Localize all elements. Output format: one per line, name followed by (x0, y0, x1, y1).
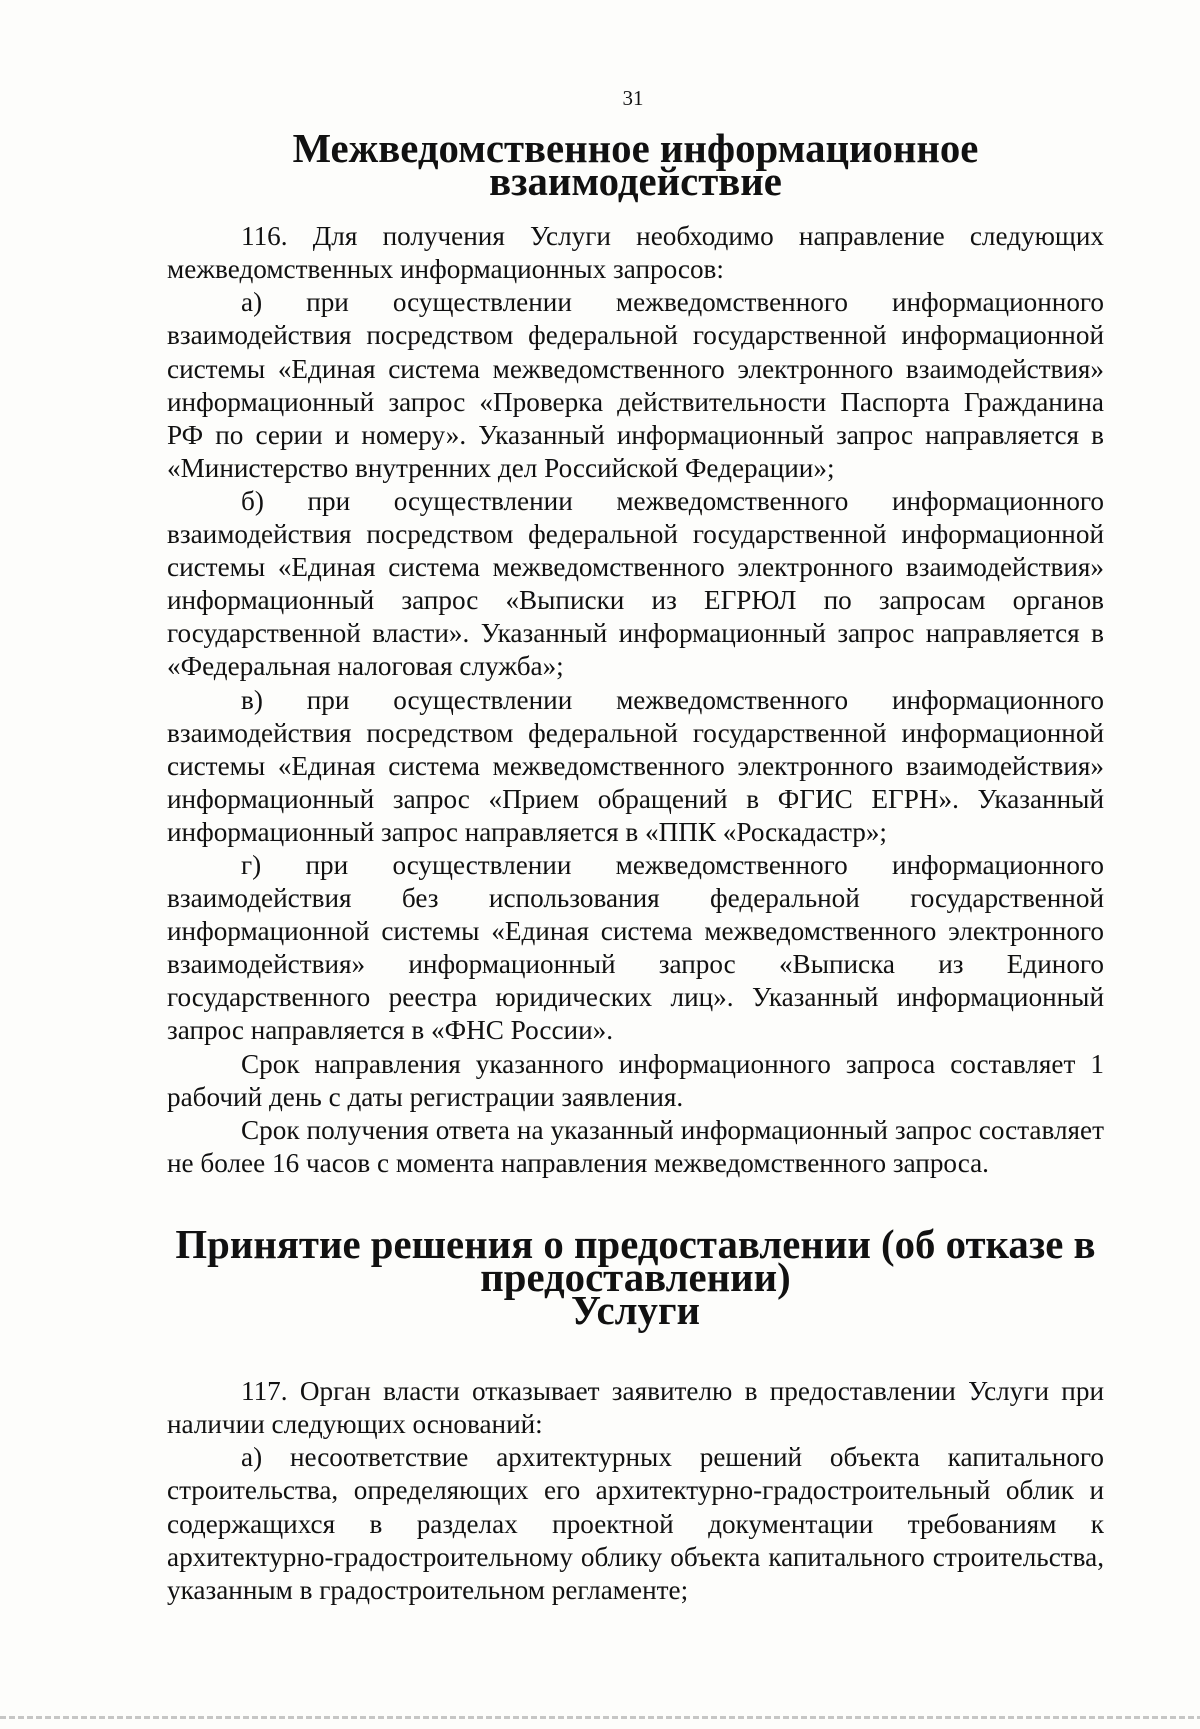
paragraph-117: 117. Орган власти отказывает заявителю в предоставлении Услуги при наличии следующих оснований: (167, 1376, 1104, 1440)
paragraph-116: 116. Для получения Услуги необходимо направление следующих межведомственных информационных запросов: (167, 221, 1104, 285)
page-number: 31 (622, 86, 644, 110)
document-body (167, 126, 1104, 1607)
paragraph-116-b: б) при осуществлении межведомственного информационного взаимодействия посредством федеральной государственной информационной системы «Единая система межведомственного электронного взаимодействия» информационный запрос «Выписки из ЕГРЮЛ по запросам органов государственной власти». Указанный информационный запрос направляется в «Федеральная налоговая служба»; (167, 485, 1104, 682)
paragraph-request-deadline: Срок направления указанного информационного запроса составляет 1 рабочий день с даты регистрации заявления. (167, 1048, 1104, 1112)
spacer (167, 1327, 1104, 1375)
scan-edge-line (0, 1716, 1200, 1719)
paragraph-response-deadline: Срок получения ответа на указанный информационный запрос составляет не более 16 часов с момента направления межведомственного запроса. (167, 1114, 1104, 1178)
paragraph-116-v: в) при осуществлении межведомственного информационного взаимодействия посредством федеральной государственной информационной системы «Единая система межведомственного электронного взаимодействия» информационный запрос «Прием обращений в ФГИС ЕГРН». Указанный информационный запрос направляется в «ППК «Роскадастр»; (167, 684, 1104, 847)
section-heading-decision-line2: Услуги (571, 1288, 700, 1334)
paragraph-116-a: а) при осуществлении межведомственного информационного взаимодействия посредством федеральной государственной информационной системы «Единая система межведомственного электронного взаимодействия» информационный запрос «Проверка действительности Паспорта Гражданина РФ по серии и номеру». Указанный информационный запрос направляется в «Министерство внутренних дел Российской Федерации»; (167, 287, 1104, 483)
section-heading-decision (167, 1221, 1104, 1334)
spacer (167, 1180, 1104, 1228)
paragraph-117-a: а) несоответствие архитектурных решений объекта капитального строительства, определяющих его архитектурно-градостроительный облик и содержащихся в разделах проектной документации требованиям к архитектурно-градостроительному облику объекта капитального строительства, указанным в градостроительном регламенте; (167, 1442, 1104, 1605)
section-heading-decision-line1: Принятие решения о предоставлении (об отказе в предоставлении) (175, 1221, 1096, 1300)
section-heading-interagency: Межведомственное информационное взаимодействие (292, 126, 979, 205)
paragraph-116-g: г) при осуществлении межведомственного информационного взаимодействия без использования федеральной государственной информационной системы «Единая система межведомственного электронного взаимодействия» информационный запрос «Выписка из Единого государственного реестра юридических лиц». Указанный информационный запрос направляется в «ФНС России». (167, 849, 1104, 1046)
